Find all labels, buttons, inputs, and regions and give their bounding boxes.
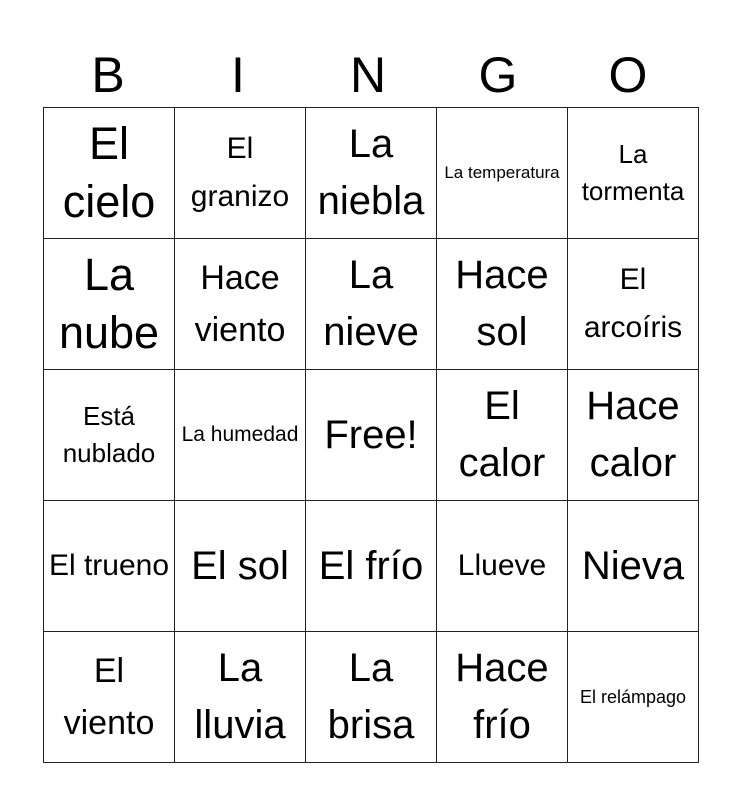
cell-label: Free! bbox=[324, 412, 418, 457]
cell-label: El frío bbox=[318, 543, 424, 588]
cell-label: El cielo bbox=[62, 118, 156, 227]
cell-label: Hace calor bbox=[586, 384, 680, 485]
bingo-row bbox=[44, 239, 699, 370]
cell-label: Nieva bbox=[581, 543, 685, 588]
cell-label: La nube bbox=[58, 249, 160, 358]
cell-label: La temperatura bbox=[444, 163, 560, 182]
header-letter-o: O bbox=[608, 47, 648, 103]
bingo-cell[interactable] bbox=[568, 239, 699, 370]
bingo-row bbox=[44, 370, 699, 501]
header-letter-i: I bbox=[231, 47, 245, 103]
cell-label: Llueve bbox=[457, 549, 547, 582]
cell-label: El arcoíris bbox=[583, 263, 683, 344]
bingo-cell[interactable] bbox=[437, 501, 568, 632]
cell-label: La tormenta bbox=[581, 139, 685, 206]
bingo-cell[interactable] bbox=[175, 239, 306, 370]
cell-label: El trueno bbox=[48, 549, 170, 582]
bingo-cell[interactable] bbox=[437, 632, 568, 763]
cell-label: La nieve bbox=[323, 253, 419, 354]
bingo-cell[interactable] bbox=[44, 108, 175, 239]
cell-label: El granizo bbox=[190, 132, 290, 213]
bingo-row bbox=[44, 501, 699, 632]
bingo-cell[interactable] bbox=[175, 108, 306, 239]
bingo-cell[interactable] bbox=[568, 370, 699, 501]
header-letter-g: G bbox=[478, 47, 518, 103]
cell-label: El relámpago bbox=[579, 687, 687, 707]
bingo-cell[interactable] bbox=[44, 501, 175, 632]
cell-label: El calor bbox=[458, 384, 546, 485]
bingo-cell[interactable] bbox=[44, 239, 175, 370]
bingo-card bbox=[43, 107, 699, 763]
cell-label: La niebla bbox=[317, 122, 425, 223]
bingo-cell[interactable] bbox=[175, 501, 306, 632]
cell-label: La lluvia bbox=[194, 646, 286, 747]
cell-label: Está nublado bbox=[62, 401, 156, 468]
cell-label: El viento bbox=[63, 652, 155, 742]
bingo-cell[interactable] bbox=[437, 370, 568, 501]
bingo-cell[interactable] bbox=[306, 501, 437, 632]
bingo-cell[interactable] bbox=[306, 239, 437, 370]
cell-label: La brisa bbox=[327, 646, 415, 747]
cell-label: Hace sol bbox=[455, 253, 549, 354]
bingo-row bbox=[44, 632, 699, 763]
bingo-cell[interactable] bbox=[306, 108, 437, 239]
bingo-cell[interactable] bbox=[44, 370, 175, 501]
header-letter-n: N bbox=[349, 47, 387, 103]
header-letter-b: B bbox=[91, 47, 125, 103]
cell-label: Hace frío bbox=[455, 646, 549, 747]
bingo-cell[interactable] bbox=[568, 501, 699, 632]
free-space[interactable] bbox=[306, 370, 437, 501]
bingo-cell[interactable] bbox=[437, 108, 568, 239]
cell-label: Hace viento bbox=[194, 259, 286, 349]
bingo-cell[interactable] bbox=[44, 632, 175, 763]
cell-label: La humedad bbox=[181, 423, 299, 446]
bingo-cell[interactable] bbox=[437, 239, 568, 370]
bingo-cell[interactable] bbox=[306, 632, 437, 763]
bingo-row bbox=[44, 108, 699, 239]
bingo-cell[interactable] bbox=[175, 370, 306, 501]
bingo-cell[interactable] bbox=[568, 632, 699, 763]
cell-label: El sol bbox=[191, 543, 289, 588]
bingo-header bbox=[43, 44, 693, 106]
bingo-cell[interactable] bbox=[568, 108, 699, 239]
bingo-cell[interactable] bbox=[175, 632, 306, 763]
